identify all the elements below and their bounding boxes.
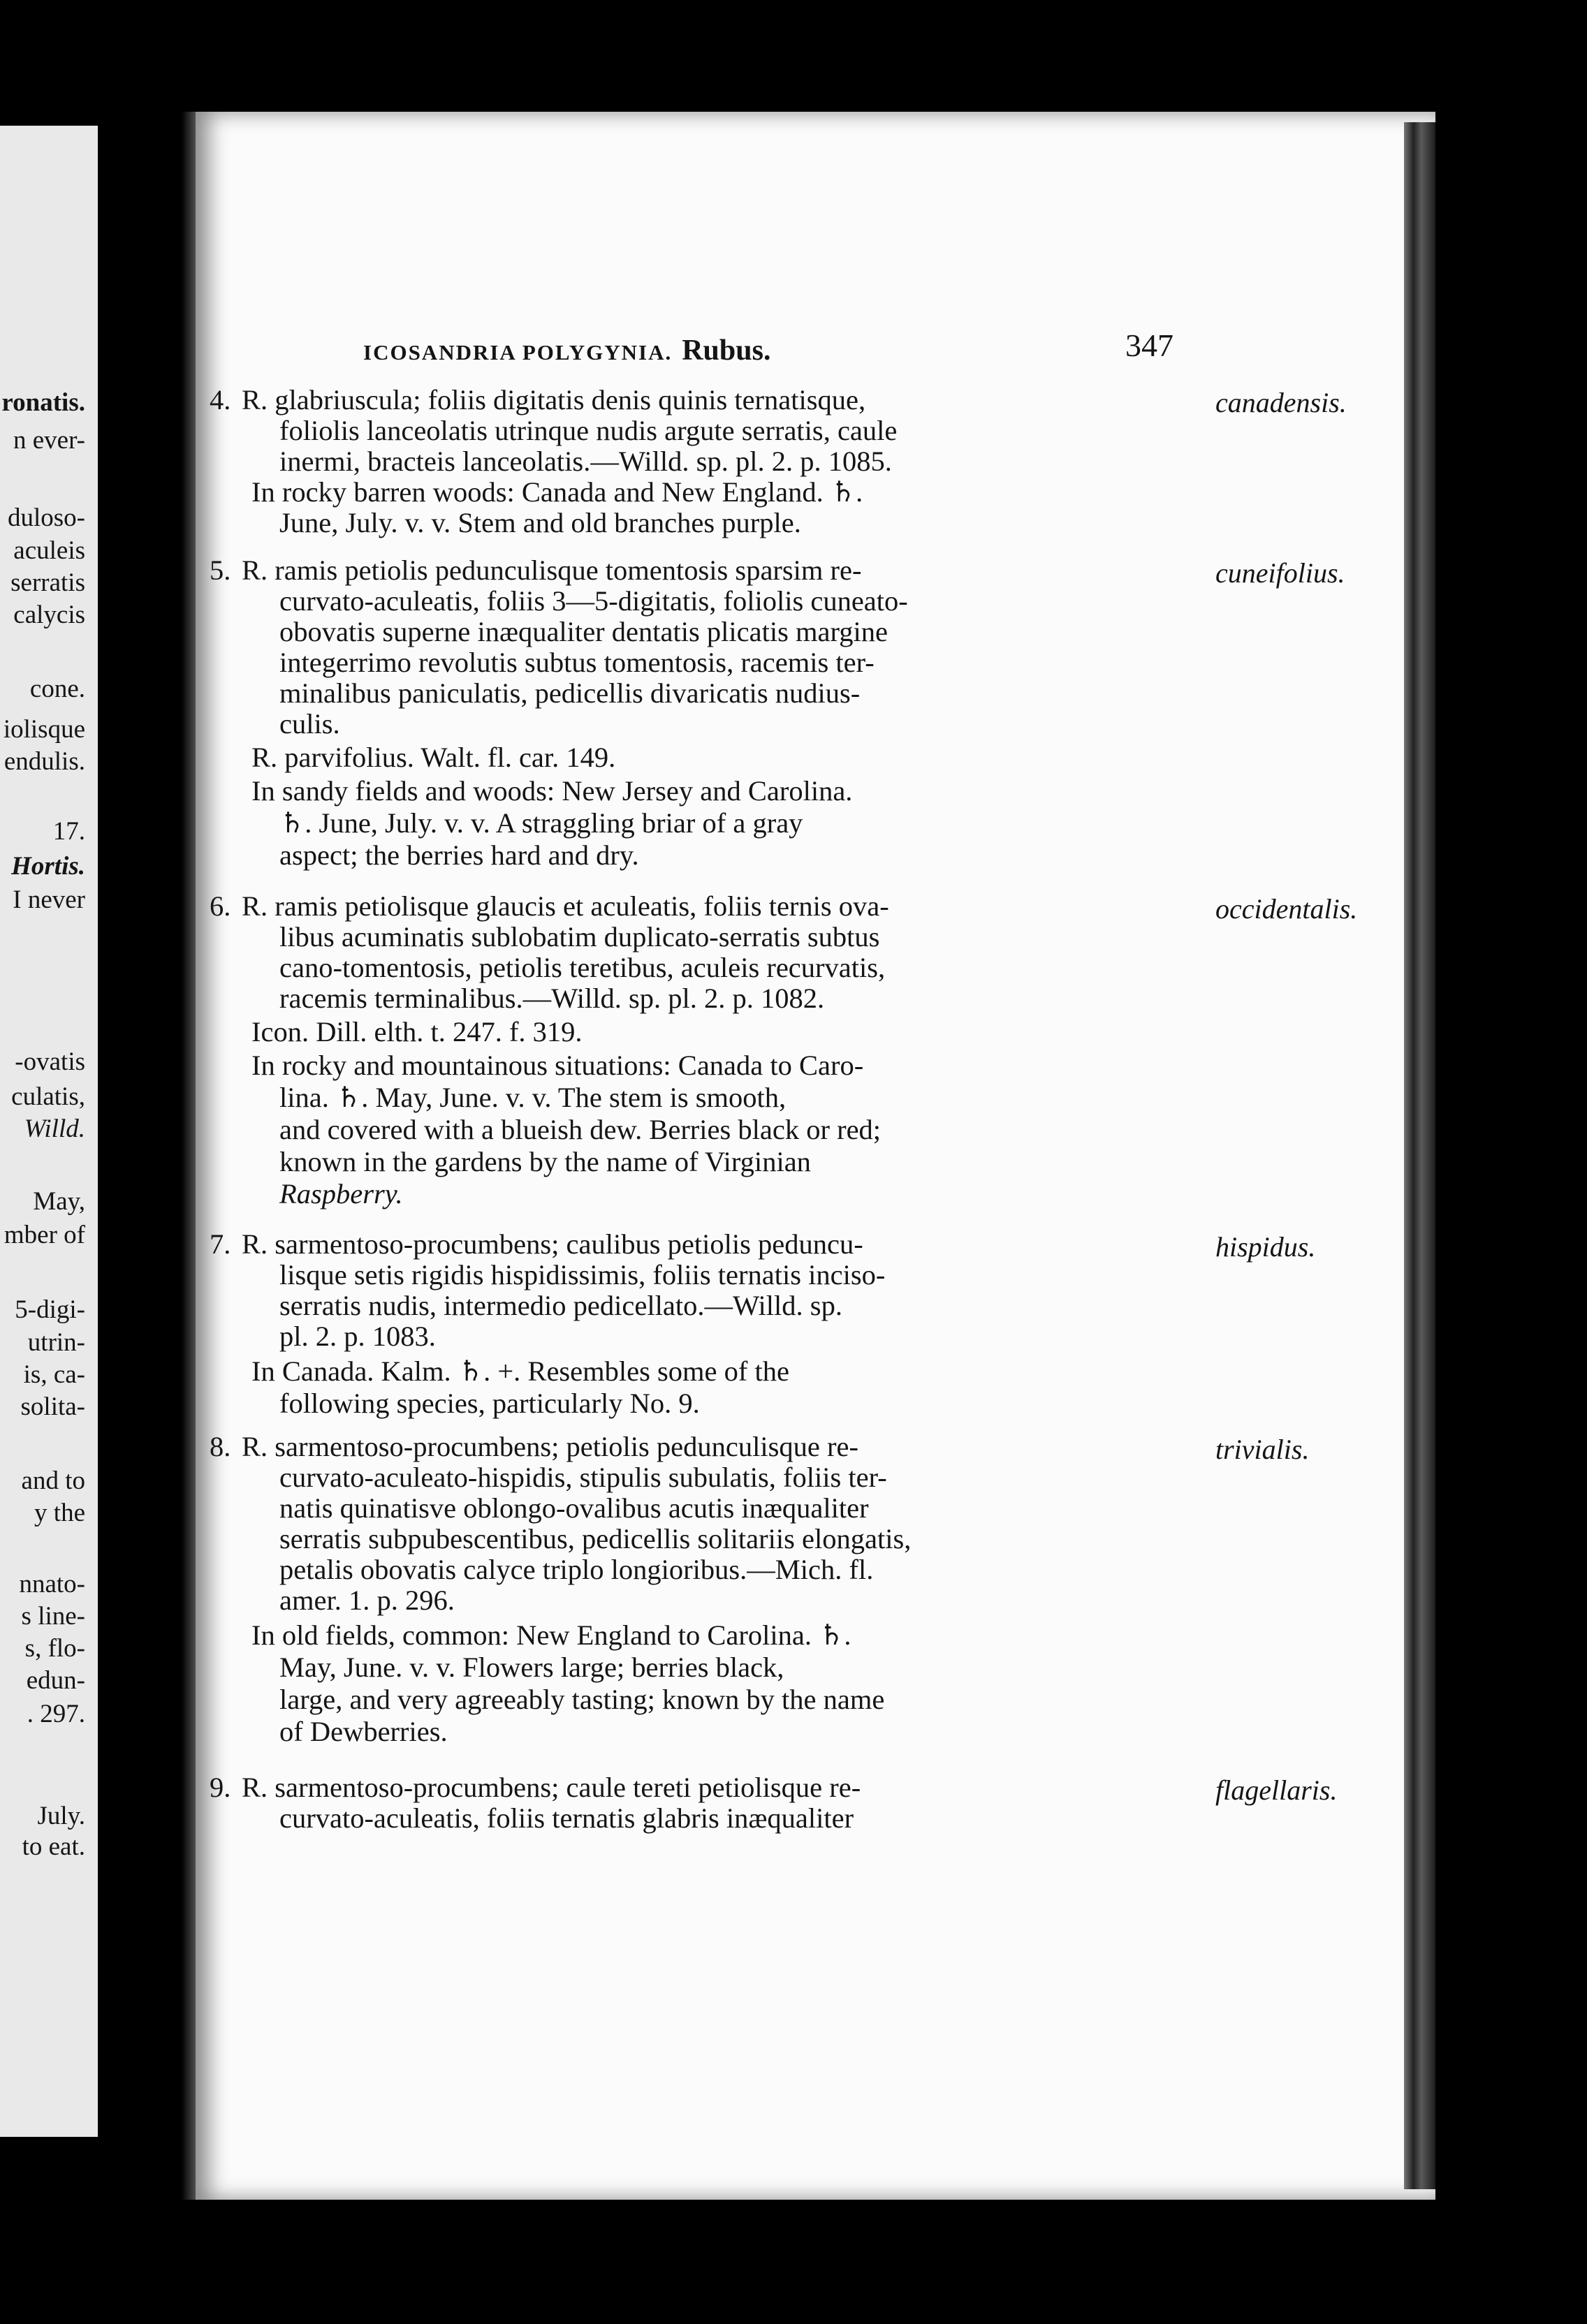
species-name: occidentalis. <box>1215 893 1358 925</box>
entry-line: serratis subpubescentibus, pedicellis solitariis elongatis, <box>279 1523 912 1554</box>
habitat-line: ♄. June, July. v. v. A straggling briar of a gray <box>279 807 803 839</box>
entry-line: racemis terminalibus.—Willd. sp. pl. 2. p. 1082. <box>279 983 825 1014</box>
species-name: cuneifolius. <box>1215 557 1345 589</box>
entry-line: amer. 1. p. 296. <box>279 1584 455 1616</box>
left-page-fragment: . 297. <box>27 1700 85 1728</box>
left-page-fragment: July. <box>37 1802 85 1830</box>
left-page-fragment: 17. <box>52 817 85 846</box>
left-page-fragment: iolisque <box>3 715 85 744</box>
left-page-fragment: to eat. <box>22 1832 85 1861</box>
left-page-fragment: Willd. <box>24 1115 85 1143</box>
habitat-line: of Dewberries. <box>279 1716 448 1747</box>
entry-line: minalibus paniculatis, pedicellis divaricatis nudius- <box>279 677 861 709</box>
left-facing-page <box>0 126 98 2137</box>
entry-line: petalis obovatis calyce triplo longioribus.—Mich. fl. <box>279 1554 874 1585</box>
left-page-fragment: May, <box>33 1187 85 1216</box>
left-page-fragment: nnato- <box>19 1570 85 1598</box>
entry-line: natis quinatisve oblongo-ovalibus acutis inæqualiter <box>279 1492 869 1524</box>
entry-line: culis. <box>279 708 340 740</box>
running-title <box>363 334 770 367</box>
habitat-line: and covered with a blueish dew. Berries black or red; <box>279 1114 882 1145</box>
left-page-fragment: 5-digi- <box>15 1295 85 1324</box>
entry-line: foliolis lanceolatis utrinque nudis argute serratis, caule <box>279 415 898 446</box>
left-page-fragment: aculeis <box>13 536 85 565</box>
entry-line: 6. R. ramis petiolisque glaucis et aculeatis, foliis ternis ova- <box>210 890 889 922</box>
entry-line: curvato-aculeato-hispidis, stipulis subulatis, foliis ter- <box>279 1462 887 1493</box>
species-name: hispidus. <box>1215 1231 1316 1263</box>
left-page-fragment: Hortis. <box>11 852 85 881</box>
left-page-fragment: and to <box>21 1466 85 1495</box>
entry-line: inermi, bracteis lanceolatis.—Willd. sp. pl. 2. p. 1085. <box>279 446 892 477</box>
habitat-line: lina. ♄. May, June. v. v. The stem is smooth, <box>279 1082 787 1113</box>
left-page-fragment: mber of <box>3 1221 85 1249</box>
entry-line: obovatis superne inæqualiter dentatis plicatis margine <box>279 616 888 647</box>
entry-number: 6. <box>210 890 231 922</box>
left-page-fragment: ronatis. <box>1 388 85 417</box>
left-page-fragment: culatis, <box>11 1082 85 1111</box>
entry-line: curvato-aculeatis, foliis 3—5-digitatis, foliolis cuneato- <box>279 585 908 617</box>
habitat-line: June, July. v. v. Stem and old branches purple. <box>279 507 801 538</box>
left-page-fragment: cone. <box>29 675 85 703</box>
left-page-fragment: utrin- <box>27 1328 85 1357</box>
left-page-fragment: I never <box>13 885 85 914</box>
icon-reference-line: Icon. Dill. elth. t. 247. f. 319. <box>251 1016 583 1047</box>
entry-line: 7. R. sarmentoso-procumbens; caulibus petiolis peduncu- <box>210 1228 863 1260</box>
species-name: trivialis. <box>1215 1434 1310 1465</box>
habitat-line: large, and very agreeably tasting; known by the name <box>279 1684 885 1715</box>
habitat-line: known in the gardens by the name of Virginian <box>279 1146 811 1177</box>
left-page-fragment: n ever- <box>13 426 85 455</box>
left-page-fragment: calycis <box>13 601 85 629</box>
left-page-fragment: edun- <box>26 1666 85 1695</box>
left-page-fragment: y the <box>34 1499 85 1527</box>
habitat-line: May, June. v. v. Flowers large; berries black, <box>279 1652 784 1683</box>
entry-line: lisque setis rigidis hispidissimis, foliis ternatis inciso- <box>279 1259 886 1290</box>
habitat-line: following species, particularly No. 9. <box>279 1388 700 1419</box>
synonym-line: R. parvifolius. Walt. fl. car. 149. <box>251 742 616 773</box>
habitat-line: In rocky barren woods: Canada and New England. ♄. <box>251 476 863 508</box>
genus-header: Rubus. <box>682 334 771 367</box>
entry-line: 5. R. ramis petiolis pedunculisque tomentosis sparsim re- <box>210 554 862 586</box>
entry-line: 8. R. sarmentoso-procumbens; petiolis pedunculisque re- <box>210 1431 858 1462</box>
left-page-fragment: is, ca- <box>23 1360 85 1389</box>
entry-line: integerrimo revolutis subtus tomentosis, racemis ter- <box>279 647 875 678</box>
running-header <box>349 327 1173 369</box>
page-number: 347 <box>1125 328 1173 363</box>
entry-number: 7. <box>210 1228 231 1260</box>
left-page-fragment: duloso- <box>8 503 85 532</box>
entry-line: libus acuminatis sublobatim duplicato-serratis subtus <box>279 921 880 953</box>
entry-line: serratis nudis, intermedio pedicellato.—Willd. sp. <box>279 1290 842 1321</box>
species-name: flagellaris. <box>1215 1774 1338 1806</box>
left-page-fragment: s, flo- <box>24 1634 85 1663</box>
habitat-line: aspect; the berries hard and dry. <box>279 839 639 871</box>
habitat-line: Raspberry. <box>279 1178 403 1209</box>
entry-number: 4. <box>210 384 231 415</box>
left-page-fragment: solita- <box>20 1392 85 1421</box>
entry-line: 4. R. glabriuscula; foliis digitatis denis quinis ternatisque, <box>210 384 866 415</box>
entry-number: 5. <box>210 554 231 586</box>
habitat-line: In sandy fields and woods: New Jersey and Carolina. <box>251 775 853 807</box>
entry-line: cano-tomentosis, petiolis teretibus, aculeis recurvatis, <box>279 952 886 983</box>
habitat-line: In Canada. Kalm. ♄. +. Resembles some of the <box>251 1355 789 1387</box>
left-page-fragment: endulis. <box>3 747 85 776</box>
left-page-fragment: s line- <box>21 1602 85 1631</box>
entry-line: pl. 2. p. 1083. <box>279 1321 436 1352</box>
habitat-line: In old fields, common: New England to Carolina. ♄. <box>251 1619 851 1651</box>
left-page-fragment: -ovatis <box>15 1047 85 1076</box>
page-edge <box>1404 122 1435 2189</box>
entry-line: curvato-aculeatis, foliis ternatis glabris inæqualiter <box>279 1802 854 1834</box>
habitat-line: In rocky and mountainous situations: Canada to Caro- <box>251 1050 864 1081</box>
running-title-text: ICOSANDRIA POLYGYNIA. <box>363 340 673 365</box>
species-name: canadensis. <box>1215 387 1347 418</box>
left-page-fragment: serratis <box>10 568 85 597</box>
entry-number: 9. <box>210 1772 231 1803</box>
entry-line: 9. R. sarmentoso-procumbens; caule tereti petiolisque re- <box>210 1772 861 1803</box>
entry-number: 8. <box>210 1431 231 1462</box>
